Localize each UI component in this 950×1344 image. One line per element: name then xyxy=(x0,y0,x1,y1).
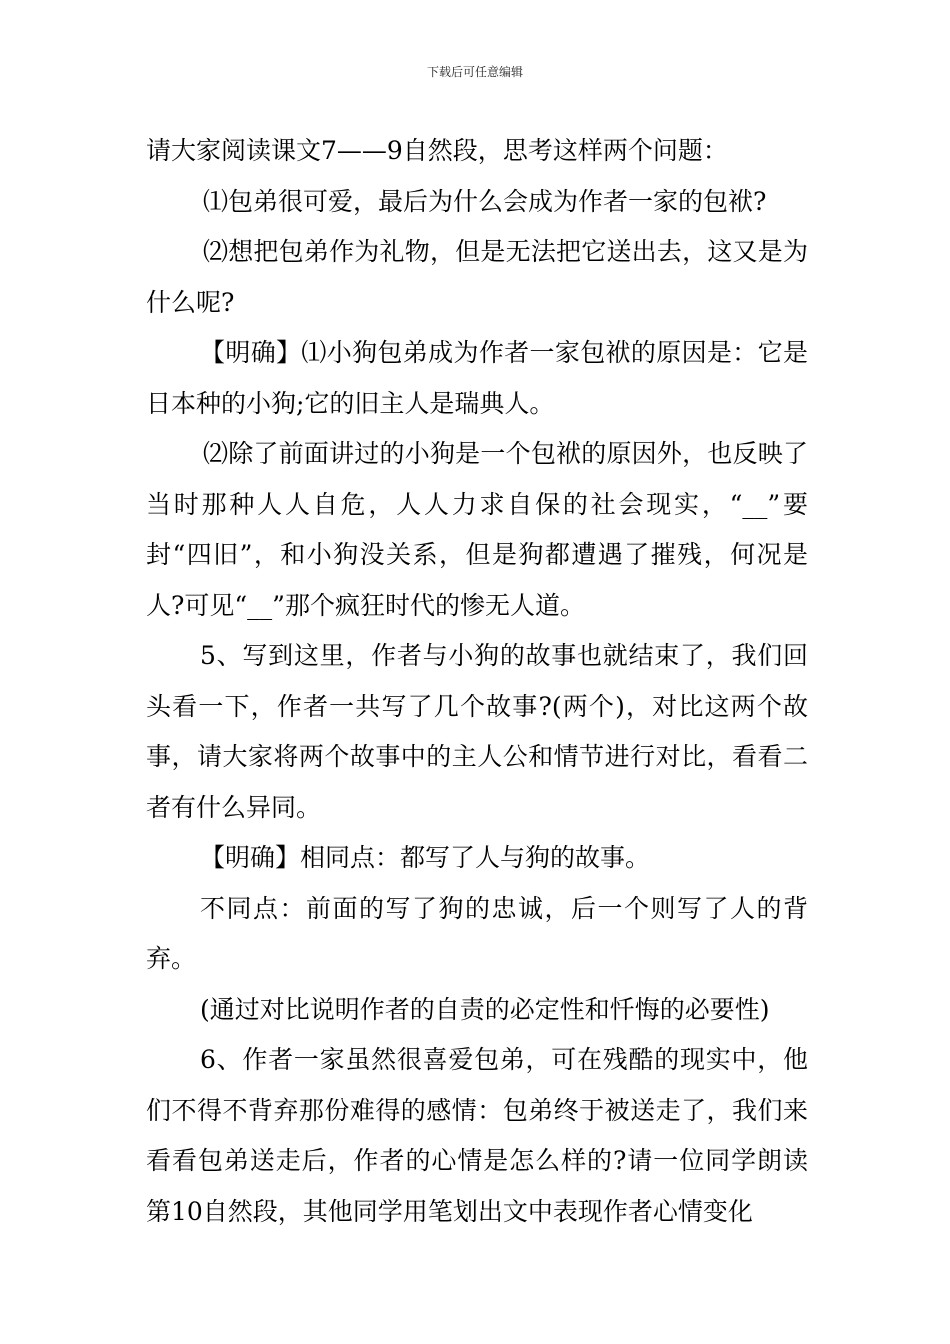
paragraph-question-2: ⑵想把包弟作为礼物，但是无法把它送出去，这又是为什么呢? xyxy=(146,237,808,317)
paragraph-answer-similarity: 【明确】相同点：都写了人与狗的故事。 xyxy=(200,843,651,872)
paragraph-answer-difference: 不同点：前面的写了狗的忠诚，后一个则写了人的背弃。 xyxy=(146,893,808,973)
page-header: 下载后可任意编辑 xyxy=(426,65,523,79)
paragraph-item-5: 5、写到这里，作者与小狗的故事也就结束了，我们回头看一下，作者一共写了几个故事?(两个)，对比这两个故事，请大家将两个故事中的主人公和情节进行对比，看看二者有什么异同。 xyxy=(146,641,808,822)
paragraph-question-1: ⑴包弟很可爱，最后为什么会成为作者一家的包袱? xyxy=(203,186,767,216)
document-body xyxy=(146,126,808,1237)
paragraph-reading-task: 请大家阅读课文7——9自然段，思考这样两个问题： xyxy=(146,136,728,165)
paragraph-contrast-note: (通过对比说明作者的自责的必定性和忏悔的必要性) xyxy=(200,994,770,1024)
paragraph-item-6: 6、作者一家虽然很喜爱包弟，可在残酷的现实中，他们不得不背弃那份难得的感情：包弟终于被送走了，我们来看看包弟送走后，作者的心情是怎么样的?请一位同学朗读第10自然段，其他同学用笔划出文中表现作者心情变化 xyxy=(146,1045,808,1226)
paragraph-answer-1: 【明确】⑴小狗包弟成为作者一家包袱的原因是：它是日本种的小狗;它的旧主人是瑞典人。 xyxy=(146,338,808,418)
paragraph-answer-2: ⑵除了前面讲过的小狗是一个包袱的原因外，也反映了当时那种人人自危，人人力求自保的社会现实，“__”要封“四旧”，和小狗没关系，但是狗都遭遇了摧残，何况是人?可见“__”那个疯狂时代的惨无人道。 xyxy=(146,439,808,620)
